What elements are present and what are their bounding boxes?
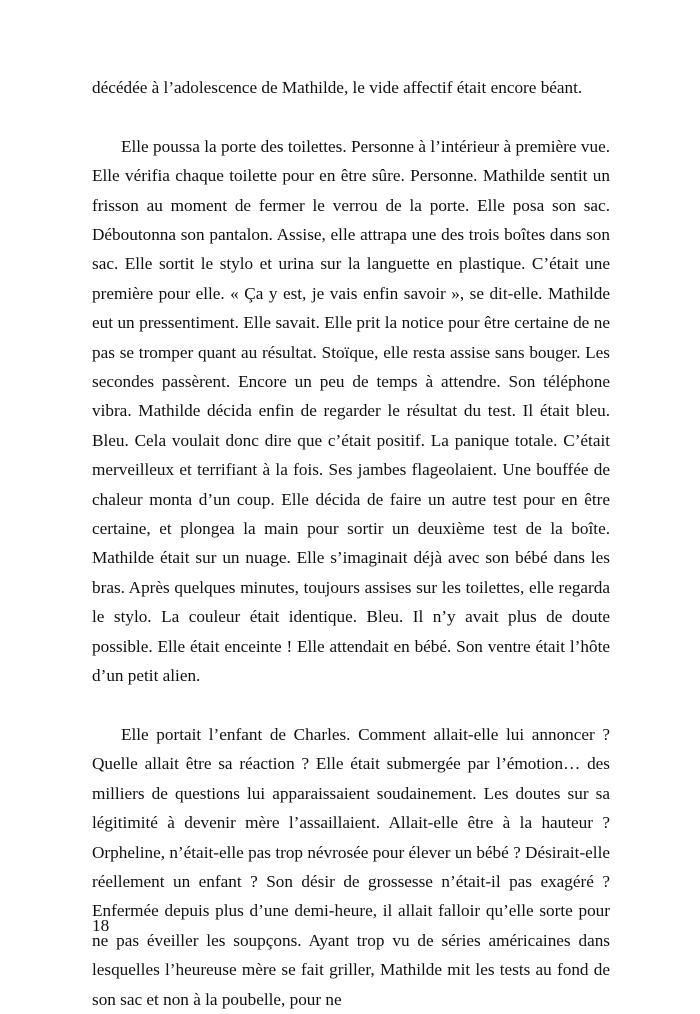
page-number: 18	[92, 916, 110, 935]
paragraph-charles: Elle portait l’enfant de Charles. Comment allait-elle lui annoncer ? Quelle allait être sa réaction ? Elle était submergée par l’émotion… des milliers de questions lui apparaissaient soudainement. Les doutes sur sa légitimité à devenir mère l’assaillaient. Allait-elle être à la hauteur ? Orpheline, n’était-elle pas trop névrosée pour élever un bébé ? Désirait-elle réellement un enfant ? Son désir de grossesse n’était-il pas exagéré ? Enfermée depuis plus d’une demi-heure, il allait falloir qu’elle sorte pour ne pas éveiller les soupçons. Ayant trop vu de séries américaines dans lesquelles l’heureuse mère se fait griller, Mathilde mit les tests au fond de son sac et non à la poubelle, pour ne	[92, 724, 610, 1009]
body-text	[92, 73, 610, 1014]
paragraph-continuation: décédée à l’adolescence de Mathilde, le vide affectif était encore béant.	[92, 78, 583, 97]
paragraph-toilets: Elle poussa la porte des toilettes. Personne à l’intérieur à première vue. Elle vérifia chaque toilette pour en être sûre. Personne. Mathilde sentit un frisson au moment de fermer le verrou de la porte. Elle posa son sac. Déboutonna son pantalon. Assise, elle attrapa une des trois boîtes dans son sac. Elle sortit le stylo et urina sur la languette en plastique. C’était une première pour elle. « Ça y est, je vais enfin savoir », se dit-elle. Mathilde eut un pressentiment. Elle savait. Elle prit la notice pour être certaine de ne pas se tromper quant au résultat. Stoïque, elle resta assise sans bouger. Les secondes passèrent. Encore un peu de temps à attendre. Son téléphone vibra. Mathilde décida enfin de regarder le résultat du test. Il était bleu. Bleu. Cela voulait donc dire que c’était positif. La panique totale. C’était merveilleux et terrifiant à la fois. Ses jambes flageolaient. Une bouffée de chaleur monta d’un coup. Elle décida de faire un autre test pour en être certaine, et plongea la main pour sortir un deuxième test de la boîte. Mathilde était sur un nuage. Elle s’imaginait déjà avec son bébé dans les bras. Après quelques minutes, toujours assises sur les toilettes, elle regarda le stylo. La couleur était identique. Bleu. Il n’y avait plus de doute possible. Elle était enceinte ! Elle attendait en bébé. Son ventre était l’hôte d’un petit alien.	[92, 136, 610, 686]
